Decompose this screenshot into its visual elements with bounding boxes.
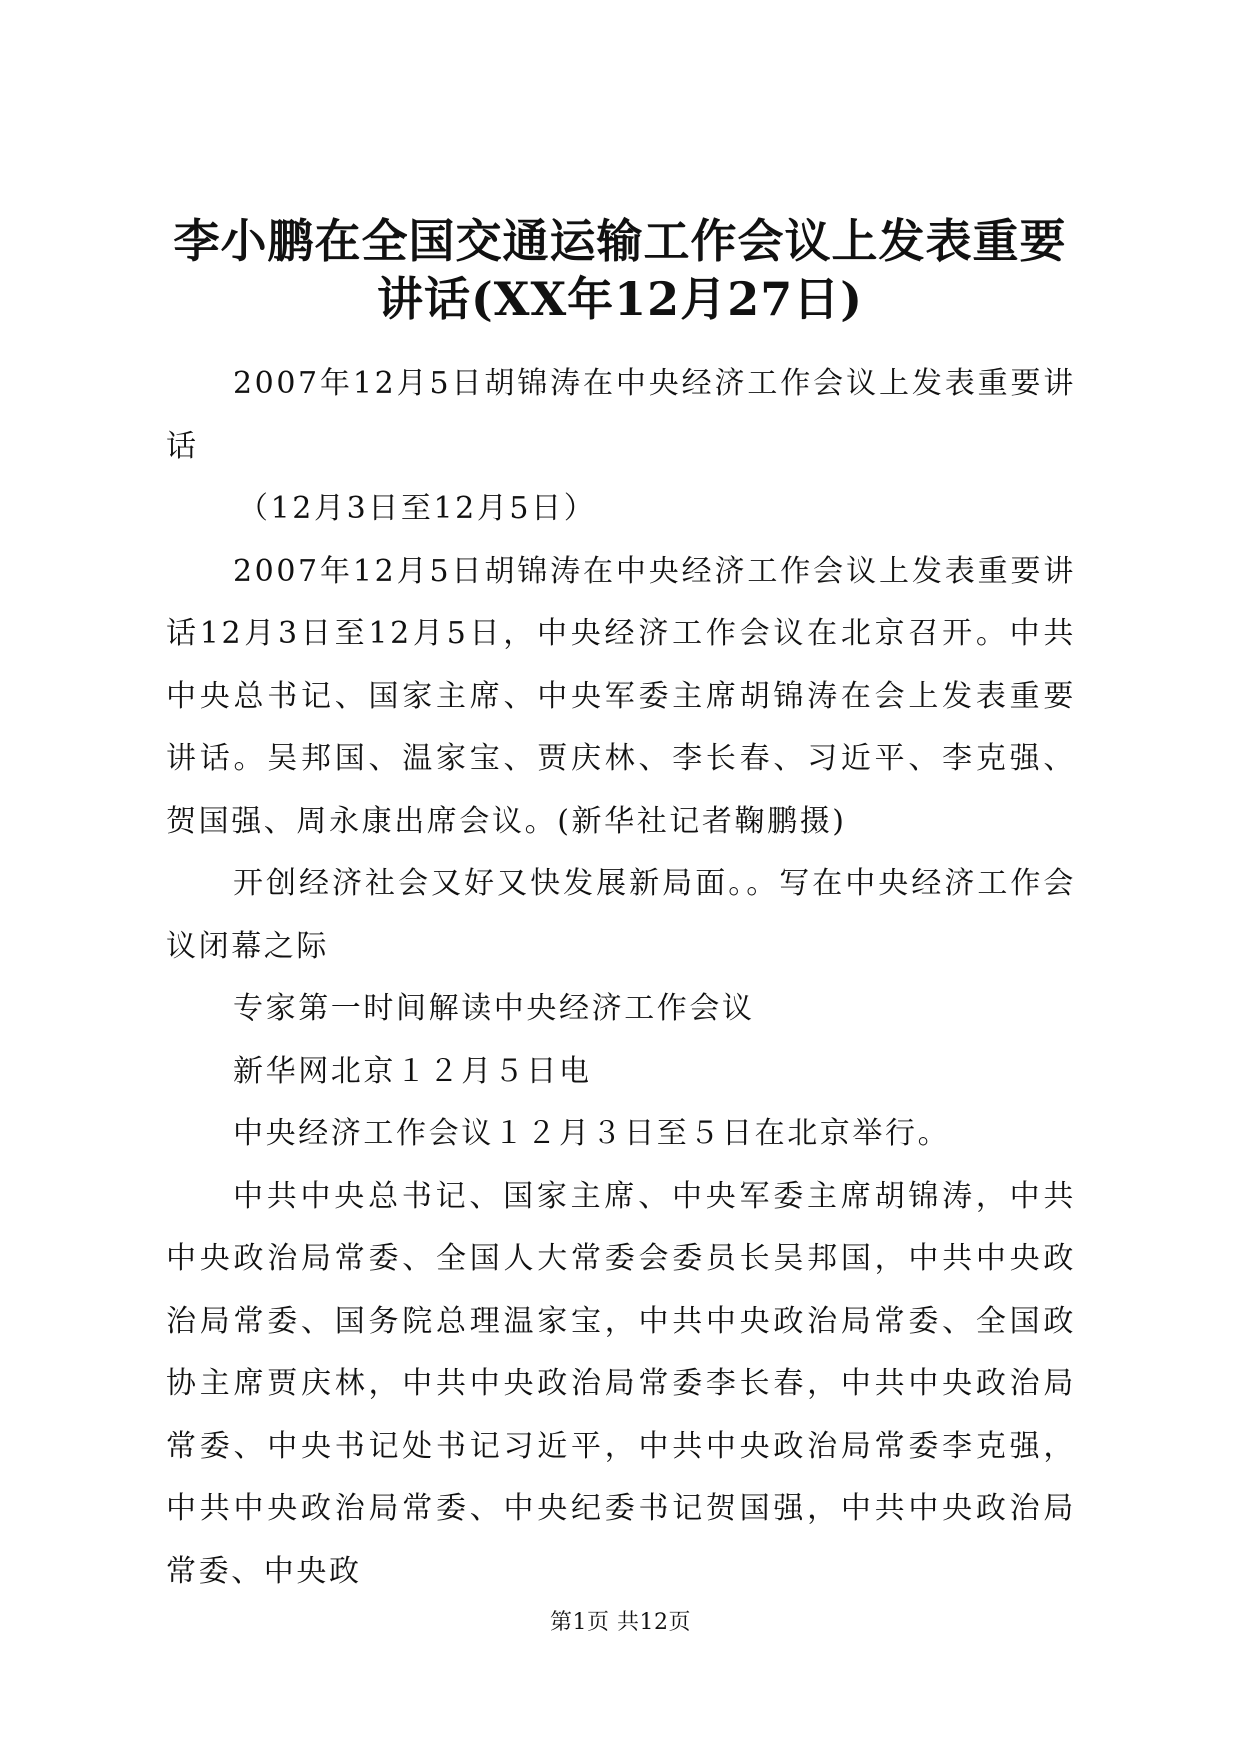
paragraph: 中共中央总书记、国家主席、中央军委主席胡锦涛，中共中央政治局常委、全国人大常委会委员长吴邦国，中共中央政治局常委、国务院总理温家宝，中共中央政治局常委、全国政协主席贾庆林，中共中央政治局常委李长春，中共中央政治局常委、中央书记处书记习近平，中共中央政治局常委李克强，中共中央政治局常委、中央纪委书记贺国强，中共中央政治局常委、中央政 xyxy=(166,1178,1076,1589)
page-footer: 第1页 共12页 xyxy=(550,1610,691,1635)
paragraph: 2007年12月5日胡锦涛在中央经济工作会议上发表重要讲话 xyxy=(166,366,1076,464)
paragraph: 中央经济工作会议１２月３日至５日在北京举行。 xyxy=(233,1116,951,1151)
paragraph: 专家第一时间解读中央经济工作会议 xyxy=(233,991,755,1026)
paragraph: （12月3日至12月5日） xyxy=(238,491,597,526)
paragraph: 新华网北京１２月５日电 xyxy=(233,1053,592,1089)
document-title: 李小鹏在全国交通运输工作会议上发表重要讲话(XX年12月27日) xyxy=(173,214,1067,326)
paragraph: 2007年12月5日胡锦涛在中央经济工作会议上发表重要讲话12月3日至12月5日，中央经济工作会议在北京召开。中共中央总书记、国家主席、中央军委主席胡锦涛在会上发表重要讲话。吴邦国、温家宝、贾庆林、李长春、习近平、李克强、贺国强、周永康出席会议。(新华社记者鞠鹏摄) xyxy=(166,553,1076,839)
document-body xyxy=(166,353,1076,1603)
paragraph: 开创经济社会又好又快发展新局面。。写在中央经济工作会议闭幕之际 xyxy=(166,866,1076,964)
